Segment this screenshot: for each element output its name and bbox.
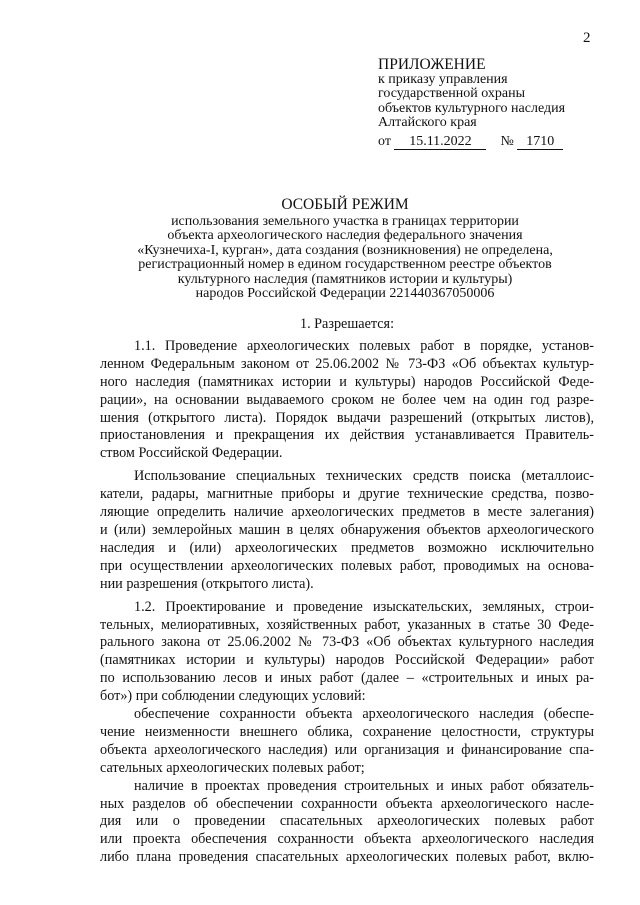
appendix-line: Алтайского края [378, 115, 477, 130]
document-body [100, 316, 594, 867]
heading-line: культурного наследия (памятников истории и культуры) [177, 271, 513, 287]
paragraph-line: или проекта обеспечения сохранности объекта археологического наследия [100, 831, 594, 848]
paragraph [100, 706, 594, 778]
section-heading: 1. Разрешается: [299, 316, 395, 332]
paragraph-line: (памятниках истории и культуры) народов Российской Федерации» работ [100, 652, 594, 669]
from-label: от [378, 133, 391, 149]
paragraphs-container [100, 338, 594, 867]
order-date: 15.11.2022 [394, 135, 486, 151]
paragraph [100, 468, 594, 593]
paragraph-line: ных разделов об обеспечении сохранности объекта археологического насле- [100, 795, 594, 812]
paragraph-line: при осуществлении археологических полевых работ, проводимых на основа- [100, 557, 594, 574]
paragraph-line: по использованию лесов и иных работ (далее – «строительных и иных ра- [100, 670, 594, 687]
paragraph-line: ленном Федеральным законом от 25.06.2002 № 73-ФЗ «Об объектах культур- [100, 355, 594, 372]
page-number: 2 [583, 30, 591, 46]
paragraph-line: наследия и (или) археологических предметов возможно исключительно [100, 539, 594, 556]
paragraph-line: наличие в проектах проведения строительных и иных работ обязатель- [134, 777, 594, 794]
paragraph-line: Использование специальных технических средств поиска (металлоис- [134, 468, 594, 485]
paragraph-line: катели, радары, магнитные приборы и другие технические средства, позво- [100, 486, 594, 503]
order-reference [378, 135, 565, 151]
appendix-line: государственной охраны [378, 86, 526, 101]
paragraph-line: объекта археологического наследия) или организация и финансирование спа- [100, 741, 594, 758]
paragraph-line: дия или о проведении спасательных археологических полевых работ [100, 813, 594, 830]
paragraph-line: приостановления и прекращения их действия устанавливается Правитель- [100, 427, 594, 444]
heading-line: регистрационный номер в едином государственном реестре объектов [138, 257, 552, 272]
heading-line: объекта археологического наследия федерального значения [167, 228, 523, 243]
appendix-line: объектов культурного наследия [378, 100, 566, 116]
paragraph-line: бот») при соблюдении следующих условий: [100, 688, 366, 705]
document-heading [100, 198, 590, 302]
appendix-line: к приказу управления [378, 71, 508, 87]
paragraph-line: ством Российской Федерации. [100, 445, 283, 462]
heading-line: «Кузнечиха-I, курган», дата создания (возникновения) не определена, [137, 242, 553, 258]
paragraph-line: и (или) землеройных машин в целях обнаружения объектов археологического [100, 521, 594, 538]
paragraph-line: тельных, мелиоративных, хозяйственных работ, указанных в статье 30 Феде- [100, 616, 594, 633]
paragraph-line: сательных археологических полевых работ; [100, 759, 365, 776]
paragraph-line: рации», на основании выдаваемого сроком не более чем на один год разре- [100, 391, 594, 408]
appendix-block [378, 58, 565, 150]
paragraph [100, 599, 594, 706]
order-number: 1710 [517, 135, 563, 151]
paragraph-line: ляющие определить наличие археологических предметов в месте залегания) [100, 504, 594, 521]
paragraph-line: либо плана проведения спасательных археологических полевых работ, вклю- [100, 849, 594, 866]
paragraph-line: ного наследия (памятниках истории и культуры) народов Российской Феде- [100, 373, 594, 390]
heading-title: ОСОБЫЙ РЕЖИМ [281, 196, 409, 213]
paragraph-line: 1.1. Проведение археологических полевых работ в порядке, установ- [134, 337, 594, 354]
heading-line: использования земельного участка в границах территории [171, 213, 519, 229]
number-label: № [500, 133, 514, 149]
appendix-title: ПРИЛОЖЕНИЕ [378, 56, 486, 73]
paragraph-line: 1.2. Проектирование и проведение изыскательских, земляных, строи- [134, 598, 594, 615]
paragraph [100, 338, 594, 463]
paragraph-line: чение неизменности внешнего облика, сохранение целостности, структуры [100, 723, 594, 740]
paragraph-line: нии разрешения (открытого листа). [100, 575, 314, 592]
heading-line: народов Российской Федерации 221440367050006 [195, 286, 495, 301]
paragraph-line: рального закона от 25.06.2002 № 73-ФЗ «Об объектах культурного наследия [100, 634, 594, 651]
paragraph-line: обеспечение сохранности объекта археологического наследия (обеспе- [134, 706, 594, 723]
paragraph [100, 778, 594, 868]
paragraph-line: шения (открытого листа). Порядок выдачи разрешений (открытых листов), [100, 409, 594, 426]
